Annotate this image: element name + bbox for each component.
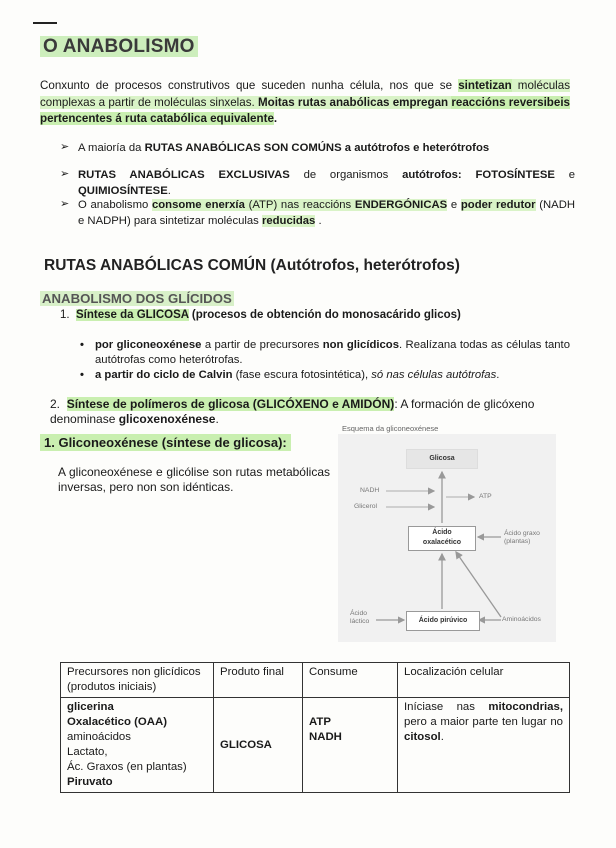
- gliconeoxenese-diagram: [336, 424, 556, 642]
- arrow-bullet-icon: ➢: [60, 168, 70, 180]
- header-localizacion: Localización celular: [398, 663, 570, 698]
- diagram-title: Esquema da gliconeoxénese: [342, 424, 439, 433]
- summary-table: [60, 662, 570, 793]
- section-heading: RUTAS ANABÓLICAS COMÚN (Autótrofos, heterótrofos): [44, 257, 460, 274]
- arrow-bullet-icon: ➢: [60, 141, 70, 153]
- page-title: O ANABOLISMO: [40, 36, 198, 58]
- dot-item-1: • por gliconeoxénese a partir de precursores non glicídicos. Realízana todas as células tanto autótrofas como heterótrofas.: [80, 339, 570, 366]
- list-item-1: 1. Síntese da GLICOSA (procesos de obtención do monosacárido glicos): [60, 309, 461, 321]
- bullet-3: ➢ O anabolismo consome enerxía (ATP) nas reaccións ENDERGÓNICAS e poder redutor (NADH e NADPH) para sintetizar moléculas reducidas .: [60, 198, 576, 227]
- cell-produto: GLICOSA: [214, 698, 303, 793]
- top-dash: [33, 22, 57, 24]
- dot-item-2: • a partir do ciclo de Calvin (fase escura fotosintética), só nas células autótrofas.: [80, 369, 500, 381]
- aminoacidos-label: Aminoácidos: [502, 616, 541, 623]
- cell-precursores: glicerina Oxalacético (OAA) aminoácidos Lactato, Ác. Graxos (en plantas) Piruvato: [61, 698, 214, 793]
- table-row: [61, 698, 570, 793]
- intro-paragraph: Conxunto de procesos construtivos que suceden nunha célula, nos que se sintetizan moléculas complexas a partir de moléculas sinxelas. Moitas rutas anabólicas empregan reaccións reversibeis pertencentes á ruta catabólica equivalente.: [40, 79, 570, 125]
- gliconeoxenese-heading: 1. Gliconeoxénese (síntese de glicosa):: [40, 435, 291, 450]
- arrow-aminoacidos-to-oxal: [456, 552, 501, 617]
- header-produto: Produto final: [214, 663, 303, 698]
- oxalacetico-box: Ácido oxalacético: [408, 526, 476, 551]
- list-item-2: 2. Síntese de polímeros de glicosa (GLICÓXENO e AMIDÓN): A formación de glicóxeno denominase glicoxenoxénese.: [50, 397, 535, 426]
- cell-consume: ATP NADH: [303, 698, 398, 793]
- nadh-label: NADH: [360, 487, 380, 494]
- glicerol-label: Glicerol: [354, 503, 378, 510]
- acido-piruvico-box: Ácido pirúvico: [406, 611, 480, 631]
- gliconeoxenese-paragraph: A gliconeoxénese e glicólise son rutas metabólicas inversas, pero non son idénticas.: [58, 465, 330, 494]
- acido-lactico-label: Ácido láctico: [350, 610, 370, 625]
- header-precursores: Precursores non glicídicos (produtos iniciais): [61, 663, 214, 698]
- acido-graxo-label: Ácido graxo (plantas): [504, 530, 540, 545]
- table-header-row: [61, 663, 570, 698]
- atp-label: ATP: [479, 493, 492, 500]
- glicosa-box: Glicosa: [406, 449, 478, 469]
- cell-localizacion: Iníciase nas mitocondrias, pero a maior parte ten lugar no citosol.: [398, 698, 570, 793]
- arrow-bullet-icon: ➢: [60, 198, 70, 210]
- header-consume: Consume: [303, 663, 398, 698]
- bullet-2: ➢ RUTAS ANABÓLICAS EXCLUSIVAS de organismos autótrofos: FOTOSÍNTESE e QUIMIOSÍNTESE.: [60, 168, 576, 197]
- subheading: ANABOLISMO DOS GLÍCIDOS: [42, 291, 232, 306]
- bullet-1: ➢ A maioría da RUTAS ANABÓLICAS SON COMÚNS a autótrofos e heterótrofos: [60, 141, 490, 154]
